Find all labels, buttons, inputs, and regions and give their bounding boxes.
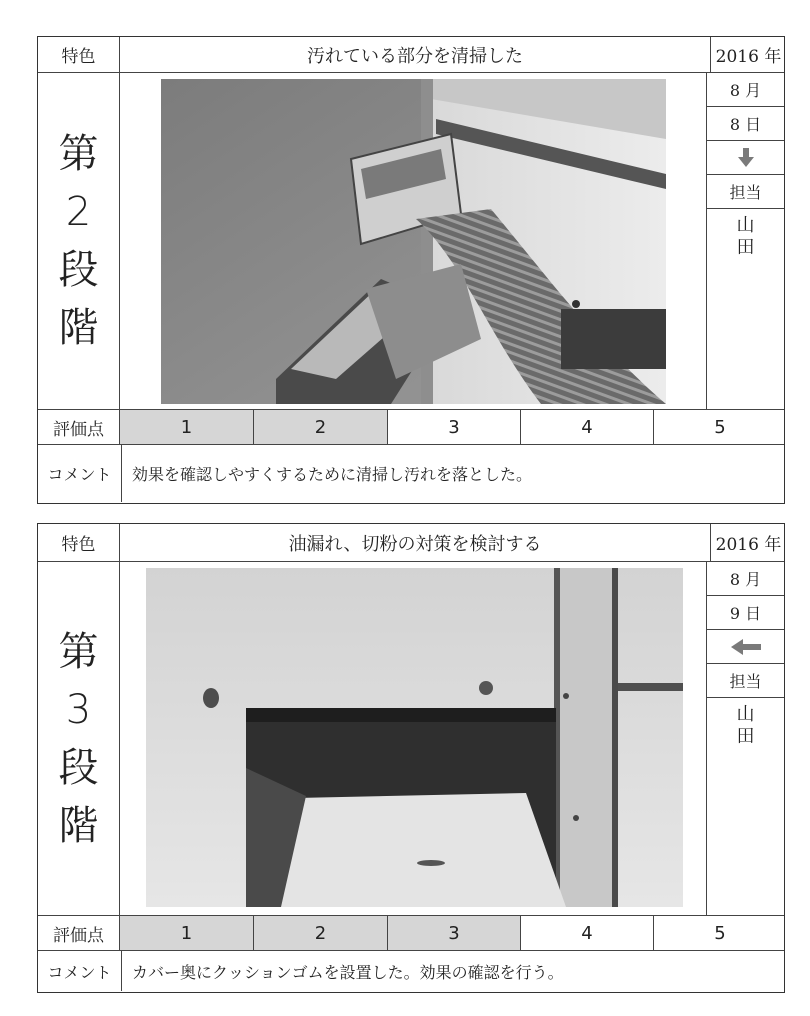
comment-text: カバー奥にクッションゴムを設置した。効果の確認を行う。 xyxy=(132,962,564,982)
feature-label: 特色 xyxy=(38,37,120,72)
photo-cushion-rubber xyxy=(146,568,683,907)
score-1: 1 xyxy=(120,916,254,950)
person-char-2: 田 xyxy=(736,726,755,747)
stage-char-1: 第 xyxy=(58,131,99,177)
person-char-1: 山 xyxy=(736,215,755,236)
score-4: 4 xyxy=(521,410,654,444)
stage-label xyxy=(38,73,120,409)
score-4: 4 xyxy=(521,916,654,950)
score-5: 5 xyxy=(714,416,726,438)
month: 8 月 xyxy=(707,562,784,596)
arrow-left-icon xyxy=(707,630,784,664)
year: 2016 年 xyxy=(710,37,786,72)
score-2: 2 xyxy=(254,410,388,444)
photo-cleaned-chute xyxy=(161,79,666,404)
day: 9 日 xyxy=(707,596,784,630)
evaluation-row xyxy=(38,915,784,951)
stage-char-4: 階 xyxy=(58,305,99,351)
person-label: 担当 xyxy=(707,664,784,698)
report-card-stage-2 xyxy=(37,36,785,504)
stage-label xyxy=(38,562,120,915)
stage-number: 2 xyxy=(65,189,92,235)
person-name xyxy=(707,209,784,259)
arrow-down-icon xyxy=(707,141,784,175)
header-row xyxy=(38,37,784,73)
score-5: 5 xyxy=(714,922,726,944)
person-name xyxy=(707,698,784,748)
evaluation-label: 評価点 xyxy=(38,916,120,950)
stage-char-3: 段 xyxy=(58,744,99,791)
stage-char-4: 階 xyxy=(58,802,99,849)
score-3: 3 xyxy=(388,410,521,444)
side-panel xyxy=(706,73,784,409)
day: 8 日 xyxy=(707,107,784,141)
title: 汚れている部分を清掃した xyxy=(307,45,523,67)
feature-label: 特色 xyxy=(38,524,120,561)
score-2: 2 xyxy=(254,916,388,950)
stage-char-1: 第 xyxy=(58,628,99,675)
header-row xyxy=(38,524,784,562)
report-card-stage-3 xyxy=(37,523,785,993)
comment-row xyxy=(38,445,784,502)
person-char-2: 田 xyxy=(736,237,755,258)
month: 8 月 xyxy=(707,73,784,107)
comment-row xyxy=(38,951,784,991)
side-panel xyxy=(706,562,784,915)
evaluation-label: 評価点 xyxy=(38,410,120,444)
stage-number: 3 xyxy=(65,686,92,733)
year: 2016 年 xyxy=(710,524,786,561)
person-label: 担当 xyxy=(707,175,784,209)
comment-label: コメント xyxy=(38,445,122,502)
comment-text: 効果を確認しやすくするために清掃し汚れを落とした。 xyxy=(132,465,533,484)
stage-char-3: 段 xyxy=(58,247,99,293)
person-char-1: 山 xyxy=(736,704,755,725)
title: 油漏れ、切粉の対策を検討する xyxy=(288,533,542,555)
score-1: 1 xyxy=(120,410,254,444)
evaluation-row xyxy=(38,409,784,445)
score-3: 3 xyxy=(388,916,521,950)
comment-label: コメント xyxy=(38,951,122,991)
